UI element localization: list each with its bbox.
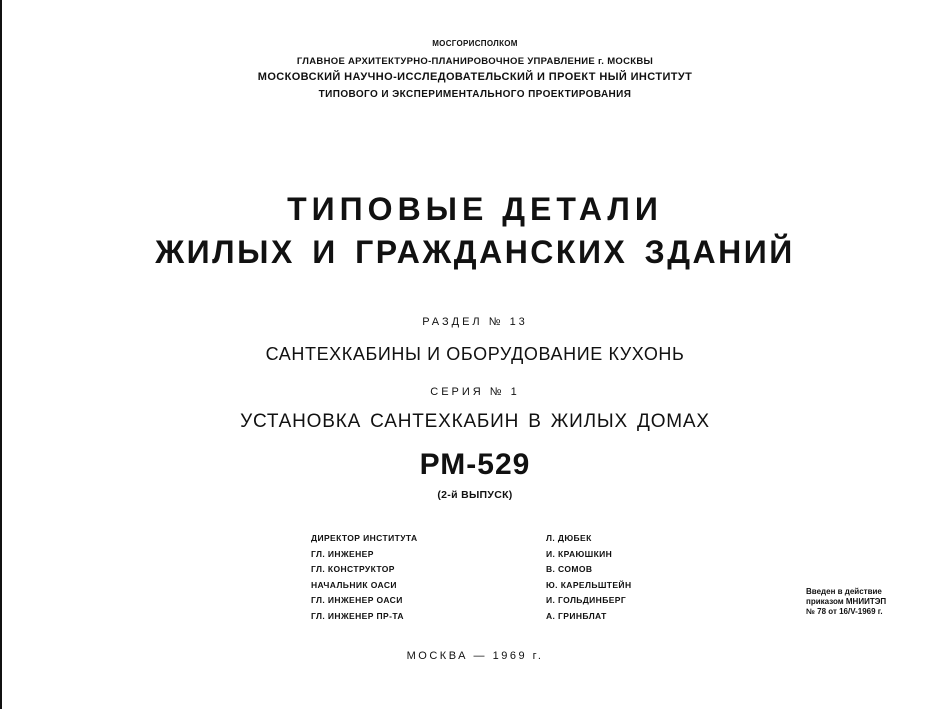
document-title-line-2: ЖИЛЫХ И ГРАЖДАНСКИХ ЗДАНИЙ (155, 234, 795, 270)
org-line-3: МОСКОВСКИЙ НАУЧНО-ИССЛЕДОВАТЕЛЬСКИЙ И ПРОЕКТ НЫЙ ИНСТИТУТ (257, 71, 693, 83)
series-label: СЕРИЯ № 1 (430, 386, 520, 398)
staff-name: И. КРАЮШКИН (546, 548, 613, 559)
staff-role: ГЛ. ИНЖЕНЕР (311, 548, 374, 559)
org-line-2: ГЛАВНОЕ АРХИТЕКТУРНО-ПЛАНИРОВОЧНОЕ УПРАВЛЕНИЕ г. МОСКВЫ (296, 56, 654, 67)
staff-names-column (546, 533, 631, 627)
section-title: САНТЕХКАБИНЫ И ОБОРУДОВАНИЕ КУХОНЬ (265, 344, 685, 364)
org-line-4: ТИПОВОГО И ЭКСПЕРИМЕНТАЛЬНОГО ПРОЕКТИРОВАНИЯ (318, 89, 632, 100)
enactment-note (806, 587, 886, 617)
staff-name: Л. ДЮБЕК (546, 533, 592, 543)
series-title: УСТАНОВКА САНТЕХКАБИН В ЖИЛЫХ ДОМАХ (240, 411, 710, 432)
enactment-note-line: Введен в действие (806, 587, 882, 596)
staff-role: ГЛ. КОНСТРУКТОР (311, 564, 395, 575)
staff-role: НАЧАЛЬНИК ОАСИ (311, 579, 397, 590)
staff-role: ДИРЕКТОР ИНСТИТУТА (311, 533, 418, 543)
section-label: РАЗДЕЛ № 13 (422, 316, 528, 328)
staff-role: ГЛ. ИНЖЕНЕР ПР-ТА (311, 610, 404, 621)
enactment-note-line: приказом МНИИТЭП (806, 597, 887, 606)
document-code: РМ-529 (419, 448, 531, 481)
org-line-1: МОСГОРИСПОЛКОМ (432, 39, 518, 48)
place-and-year: МОСКВА — 1969 г. (406, 650, 544, 662)
staff-name: А. ГРИНБЛАТ (546, 610, 607, 621)
staff-name: И. ГОЛЬДИНБЕРГ (546, 595, 627, 606)
staff-roles-column (311, 533, 417, 627)
issue-number: (2-й ВЫПУСК) (437, 489, 513, 501)
staff-name: Ю. КАРЕЛЬШТЕЙН (546, 579, 632, 590)
staff-name: В. СОМОВ (546, 564, 593, 575)
enactment-note-line: № 78 от 16/V-1969 г. (806, 607, 883, 616)
staff-role: ГЛ. ИНЖЕНЕР ОАСИ (311, 595, 403, 606)
document-title-line-1: ТИПОВЫЕ ДЕТАЛИ (287, 191, 663, 227)
